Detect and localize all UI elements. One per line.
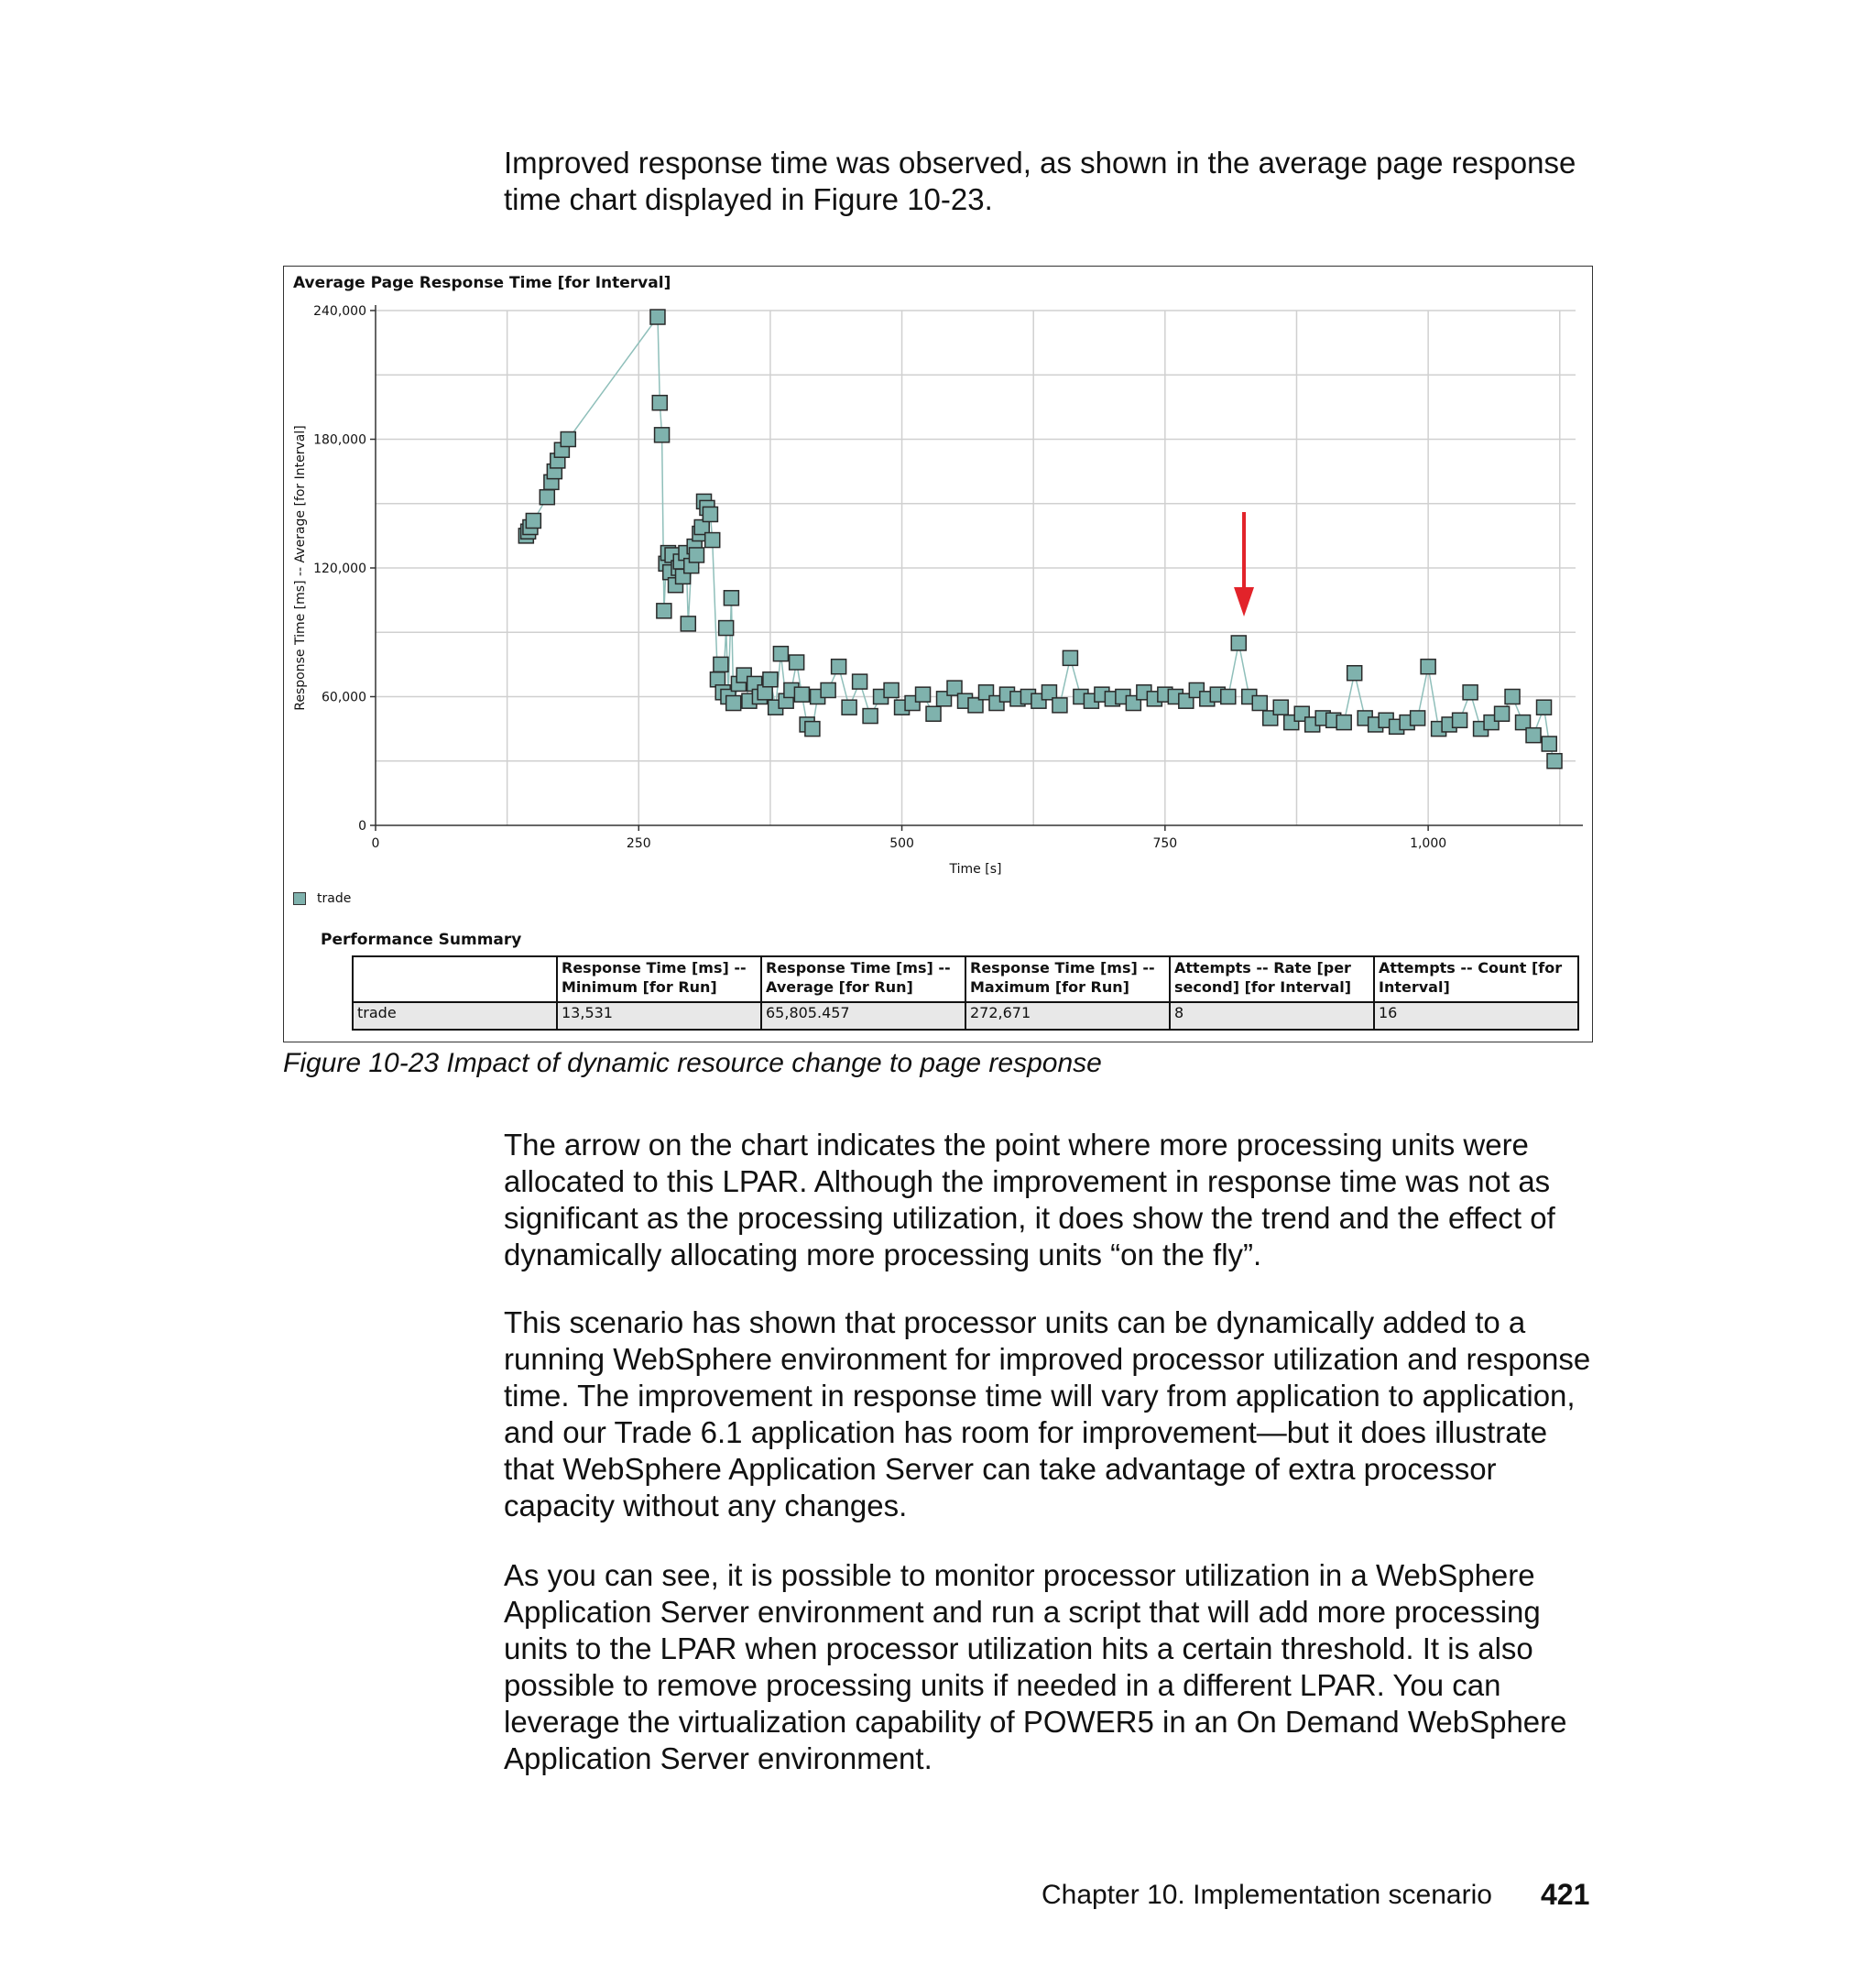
data-point	[724, 591, 738, 606]
y-tick-label: 240,000	[313, 304, 366, 319]
performance-summary-table	[352, 955, 1579, 1031]
data-point	[916, 687, 931, 702]
data-point	[853, 674, 867, 689]
table-header: Response Time [ms] -- Average [for Run]	[761, 956, 965, 1002]
data-point	[763, 672, 778, 687]
table-header: Attempts -- Count [for Interval]	[1374, 956, 1578, 1002]
paragraph-arrow-explanation: The arrow on the chart indicates the point where more processing units were allocated to this LPAR. Although the improvement in response time was not as significant as the processing utilization, it does show the trend and the effect of dynamically allocating more processing units “on the fly”.	[504, 1128, 1555, 1271]
x-tick-label: 250	[626, 836, 651, 851]
footer-chapter-title: Chapter 10. Implementation scenario	[1042, 1880, 1492, 1910]
data-point	[1063, 650, 1077, 665]
data-point	[790, 655, 804, 670]
y-tick-label: 0	[358, 819, 366, 834]
table-cell: trade	[353, 1002, 557, 1030]
chart-legend	[293, 891, 351, 906]
data-point	[1537, 700, 1552, 715]
data-point	[832, 660, 846, 674]
table-cell: 65,805.457	[761, 1002, 965, 1030]
data-point	[719, 621, 734, 636]
data-point	[1411, 711, 1425, 726]
data-point	[1231, 636, 1246, 650]
data-point	[884, 682, 899, 697]
table-header	[353, 956, 557, 1002]
table-cell: 272,671	[965, 1002, 1170, 1030]
data-point	[863, 709, 878, 724]
data-point	[805, 722, 820, 737]
data-point	[1221, 690, 1236, 704]
data-point	[1336, 715, 1351, 730]
response-time-chart	[284, 267, 1594, 1043]
paragraph-conclusion: As you can see, it is possible to monitor processor utilization in a WebSphere Application Server environment and run a script that will add more processing units to the LPAR when processor utilization hits a certain threshold. It is also possible to remove processing units if needed in a different LPAR. You can leverage the virtualization capability of POWER5 in an On Demand WebSphere Application Server environment.	[504, 1558, 1567, 1775]
table-cell: 13,531	[557, 1002, 761, 1030]
chart-axes	[293, 304, 1583, 877]
data-point	[703, 507, 717, 521]
table-row	[353, 1002, 1578, 1030]
data-point	[926, 706, 941, 721]
x-axis-title: Time [s]	[949, 862, 1002, 877]
data-point	[773, 647, 788, 661]
table-header: Response Time [ms] -- Minimum [for Run]	[557, 956, 761, 1002]
data-point	[1547, 754, 1562, 769]
data-point	[1453, 713, 1467, 727]
legend-swatch-trade	[293, 892, 306, 905]
table-header-row	[353, 956, 1578, 1002]
data-point	[842, 700, 856, 715]
paragraph-scenario-summary: This scenario has shown that processor units can be dynamically added to a running WebSphere environment for improved processor utilization and response time. The improvement in response time will vary from application to application, and our Trade 6.1 application has room for improvement—but it does illustrate that WebSphere Application Server can take advantage of extra processor capacity without any changes.	[504, 1305, 1591, 1522]
data-point	[1495, 706, 1510, 721]
figure-caption: Figure 10-23 Impact of dynamic resource change to page response	[283, 1048, 1102, 1078]
data-point	[1273, 700, 1288, 715]
data-point	[1421, 660, 1435, 674]
data-point	[714, 657, 728, 671]
chart-grid	[376, 311, 1576, 825]
data-point	[1463, 685, 1478, 700]
x-tick-label: 500	[889, 836, 914, 851]
data-point	[1347, 666, 1362, 681]
data-point	[652, 396, 667, 410]
data-point	[821, 682, 835, 697]
data-point	[705, 533, 720, 548]
data-point	[726, 696, 741, 711]
x-tick-label: 750	[1152, 836, 1178, 851]
y-tick-label: 120,000	[313, 562, 366, 576]
data-point	[1526, 728, 1541, 743]
figure-10-23	[283, 266, 1593, 1042]
data-point	[1053, 698, 1067, 713]
y-tick-label: 60,000	[322, 690, 366, 705]
table-header: Attempts -- Rate [per second] [for Interval]	[1170, 956, 1374, 1002]
data-point	[794, 687, 809, 702]
x-tick-label: 0	[371, 836, 380, 851]
y-tick-label: 180,000	[313, 432, 366, 448]
annotation-arrow	[1234, 512, 1254, 617]
data-point	[1252, 696, 1267, 711]
series-trade	[518, 310, 1562, 769]
chart-title: Average Page Response Time [for Interval]	[293, 274, 671, 292]
arrow-head	[1234, 587, 1254, 617]
data-point	[689, 548, 704, 562]
y-axis-title: Response Time [ms] -- Average [for Interval]	[293, 425, 308, 711]
data-point	[650, 310, 665, 324]
table-cell: 16	[1374, 1002, 1578, 1030]
x-tick-label: 1,000	[1410, 836, 1447, 851]
data-point	[657, 604, 671, 618]
table-header: Response Time [ms] -- Maximum [for Run]	[965, 956, 1170, 1002]
table-cell: 8	[1170, 1002, 1374, 1030]
page-number: 421	[1541, 1878, 1590, 1911]
data-point	[1542, 737, 1556, 751]
data-point	[561, 432, 575, 447]
legend-label-trade: trade	[317, 891, 352, 906]
data-point	[540, 490, 554, 505]
data-point	[1505, 690, 1520, 704]
data-point	[655, 428, 670, 442]
data-point	[681, 617, 695, 631]
performance-summary-title: Performance Summary	[321, 931, 522, 949]
data-point	[526, 513, 540, 528]
intro-paragraph: Improved response time was observed, as shown in the average page response time chart displayed in Figure 10-23.	[504, 146, 1576, 216]
